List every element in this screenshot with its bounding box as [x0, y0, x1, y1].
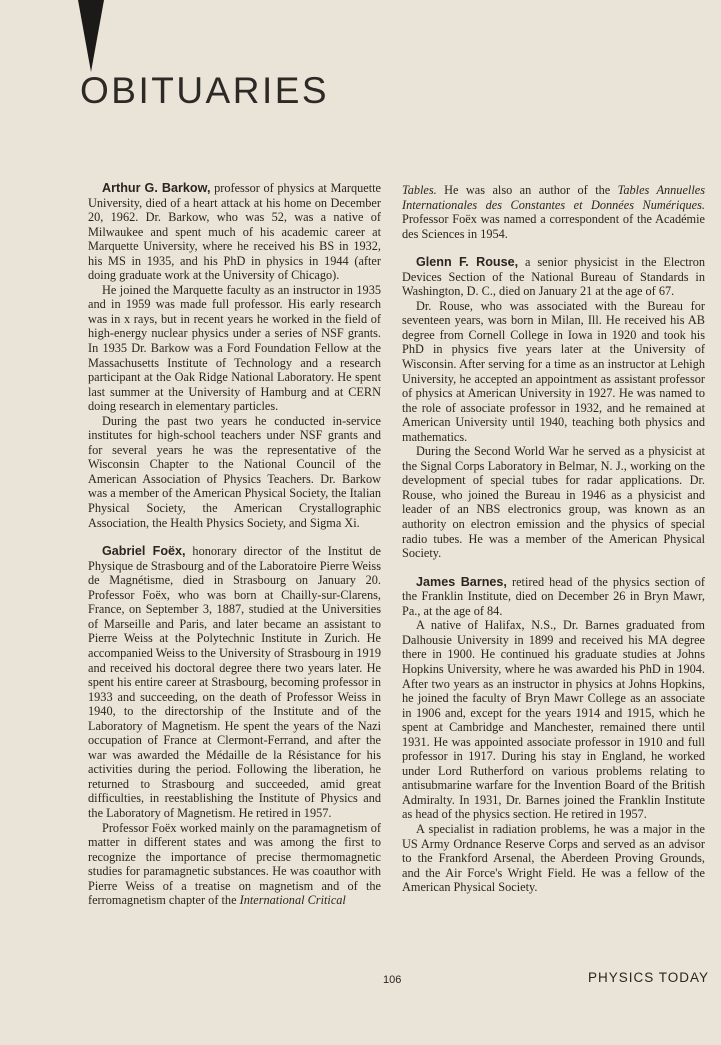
obituary-name-barnes: James Barnes,: [416, 574, 507, 589]
magazine-name: PHYSICS TODAY: [588, 970, 710, 985]
obituary-barnes-p1: James Barnes, retired head of the physics section of the Franklin Institute, died on December 26 in Bryn Mawr, Pa., at the age of 84.: [402, 574, 705, 618]
obituary-barkow-p3: During the past two years he conducted in-service institutes for high-school teachers under NSF grants and for several years he was the representative of the Wisconsin Chapter to the National Council of the American Association of Physics Teachers. Dr. Barkow was a member of the American Physical Society, the Italian Physical Society, the American Crystallographic Association, the Health Physics Society, and Sigma Xi.: [88, 413, 381, 530]
obituary-barnes-p2: A native of Halifax, N.S., Dr. Barnes graduated from Dalhousie University in 1899 and received his MA degree there in 1900. He continued his graduate studies at Johns Hopkins University, where he was awarded his PhD in 1904. After two years as an instructor in physics at Johns Hopkins, he joined the faculty of Bryn Mawr College as an associate in 1906 and, except for the years 1914 and 1915, which he spent at Cambridge and Manchester, remained there until 1931. He was appointed associate professor in 1910 and full professor in 1917. During his stay in England, he worked under Lord Rutherford on various problems relating to antisubmarine warfare for the Invention Board of the British Admiralty. In 1931, Dr. Barnes joined the Franklin Institute as head of the physics section. He retired in 1957.: [402, 618, 705, 822]
header-triangle-ornament: [78, 0, 104, 72]
obituary-barnes-p3: A specialist in radiation problems, he was a major in the US Army Ordnance Reserve Corps and served as an advisor to the Frankford Arsenal, the Aberdeen Proving Grounds, and the Air Force's Wright Field. He was a fellow of the American Physical Society.: [402, 821, 705, 895]
obituary-barkow-p1: Arthur G. Barkow, professor of physics at Marquette University, died of a heart attack at his home on December 20, 1962. Dr. Barkow, who was 52, was a native of Milwaukee and spent much of his academic career at Marquette University, where he received his BS in 1932, his MS in 1935, and his PhD in physics in 1944 (after doing graduate work at the University of Chicago).: [88, 181, 382, 283]
obituary-name-foex: Gabriel Foëx,: [102, 544, 186, 559]
left-column: [88, 181, 381, 908]
obituary-rouse-p3: During the Second World War he served as a physicist at the Signal Corps Laboratory in Belmar, N. J., working on the development of special tubes for radar applications. Dr. Rouse, who joined the Bureau in 1946 as a physicist and leader of an NBS electronics group, was known as an authority on electron emission and the physics of special radio tubes. He was a member of the American Physical Society.: [402, 444, 705, 561]
page-title: OBITUARIES: [80, 70, 330, 111]
obituary-rouse-p2: Dr. Rouse, who was associated with the Bureau for seventeen years, was born in Milan, Ill. He received his AB degree from Cornell College in Iowa in 1920 and took his PhD in physics five years later at the University of Wisconsin. After serving for a time as an instructor at Lehigh University, he accepted an appointment as assistant professor of physics at American University in 1927. He was named to the role of associate professor in 1932, and he remained at American University until 1940, teaching both physics and mathematics.: [402, 298, 705, 444]
right-column: [402, 183, 705, 895]
obituary-foex-continued: Tables. He was also an author of the Tables Annuelles Internationales des Constantes et Données Numériques. Professor Foëx was named a correspondent of the Académie des Sciences in 1954.: [402, 183, 705, 241]
obituary-foex-p1: Gabriel Foëx, honorary director of the Institut de Physique de Strasbourg and of the Laboratoire Pierre Weiss de Magnétisme, died in Strasbourg on January 20. Professor Foëx, who was born at Chailly-sur-Clarens, France, on September 3, 1887, studied at the Universities of Marseille and Paris, and later became an assistant to Pierre Weiss at the Polytechnic Institute in Zurich. He accompanied Weiss to the University of Strasbourg in 1919 and received his doctoral degree there two years later. He spent his entire career at Strasbourg, becoming professor in 1933 and succeeding, on the death of Professor Weiss in 1940, to the directorship of the Institute and of the Laboratory of Magnetism. He spent the years of the Nazi occupation of France at Clermont-Ferrand, and after the war was awarded the Médaille de la Résistance for his activities during the period. Following the liberation, he returned to Strasbourg and succeeded, amid great difficulties, in reestablishing the Institute of Physics and the Laboratory of Magnetism. He retired in 1957.: [88, 544, 381, 820]
obituary-rouse-p1: Glenn F. Rouse, a senior physicist in the Electron Devices Section of the National Bureau of Standards in Washington, D. C., died on January 21 at the age of 67.: [402, 255, 705, 299]
page-number: 106: [383, 974, 402, 986]
obituary-barkow-p2: He joined the Marquette faculty as an instructor in 1935 and in 1959 was made full professor. His early research was in x rays, but in recent years he worked in the field of high-energy nuclear physics under a series of NSF grants. In 1935 Dr. Barkow was a Ford Foundation Fellow at the Massachusetts Institute of Technology and a research participant at the Oak Ridge National Laboratory. He spent last summer at the University of Hamburg and at CERN doing research in elementary particles.: [88, 282, 381, 414]
obituary-name-rouse: Glenn F. Rouse,: [416, 255, 519, 270]
obituary-name-barkow: Arthur G. Barkow,: [102, 181, 211, 195]
obituary-foex-p2: Professor Foëx worked mainly on the paramagnetism of matter in different states and was among the first to recognize the importance of precise thermomagnetic studies for paramagnetic substances. He was coauthor with Pierre Weiss of a treatise on magnetism and of the ferromagnetism chapter of the International Critical: [88, 820, 381, 908]
